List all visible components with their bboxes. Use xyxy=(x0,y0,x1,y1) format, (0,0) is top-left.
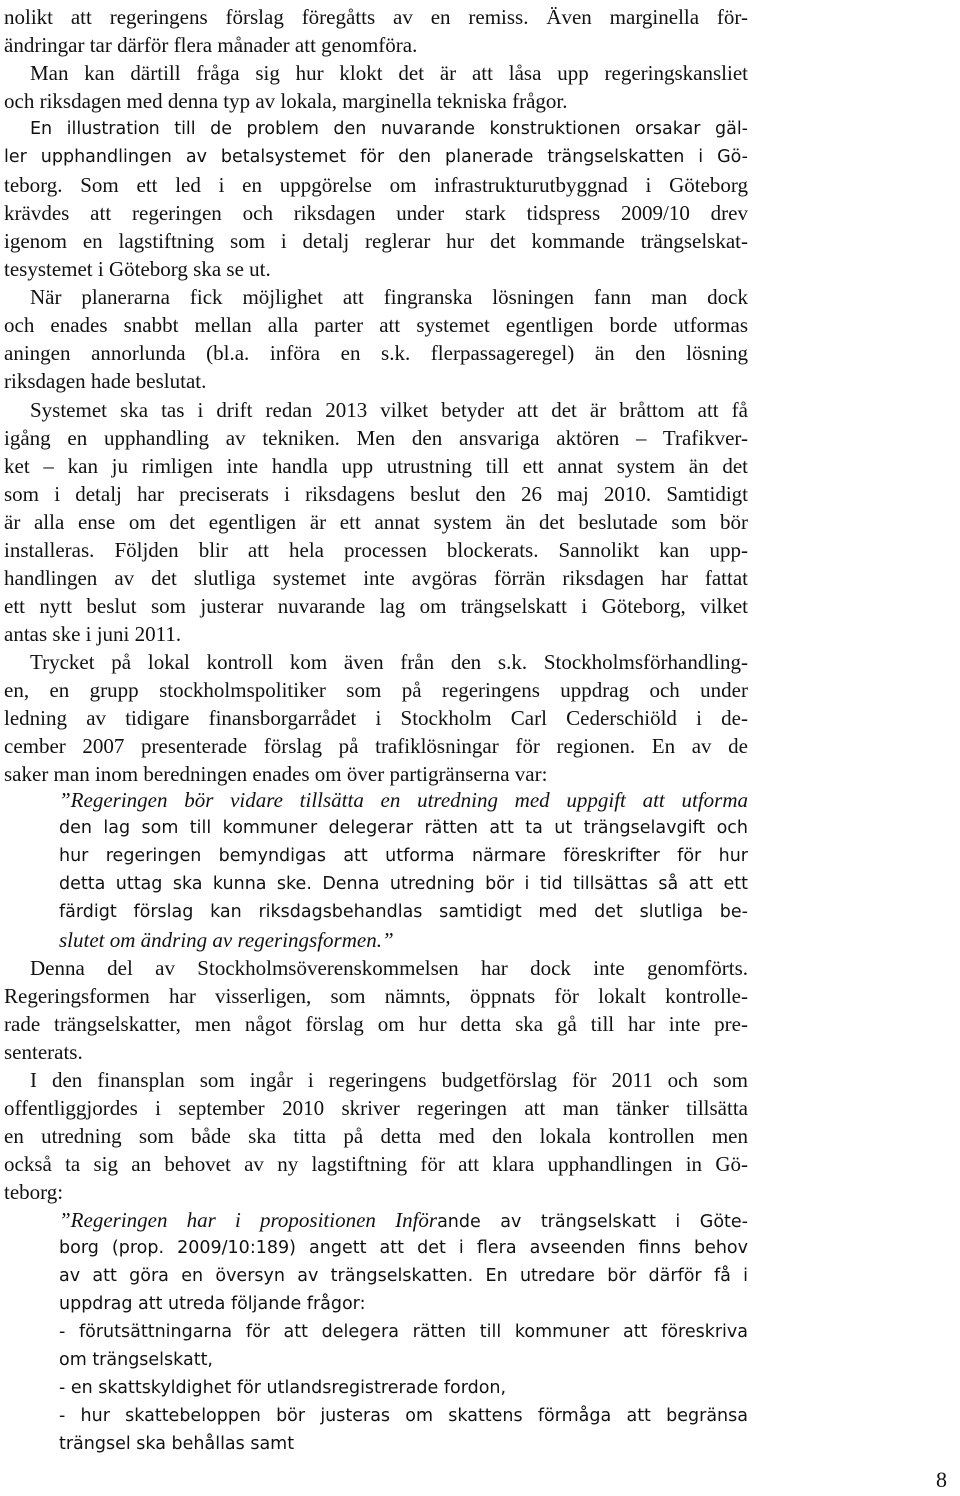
text-line: tesystemet i Göteborg ska se ut. xyxy=(4,257,271,281)
text-line: - hur skattebeloppen bör justeras om skattens förmåga att begränsa xyxy=(59,1406,748,1426)
text-line: och enades snabbt mellan alla parter att systemet egentligen borde utformas xyxy=(4,313,748,337)
text-line: trängsel ska behållas samt xyxy=(59,1434,295,1454)
text-line: cember 2007 presenterade förslag på trafiklösningar för regionen. En av de xyxy=(4,734,748,758)
text-line: Regeringsformen har visserligen, som nämnts, öppnats för lokalt kontrolle- xyxy=(4,984,748,1008)
text-line: ler upphandlingen av betalsystemet för den planerade trängselskatten i Gö- xyxy=(4,147,748,167)
text-line: teborg. Som ett led i en uppgörelse om infrastrukturutbyggnad i Göteborg xyxy=(4,173,748,197)
text-line: Trycket på lokal kontroll kom även från den s.k. Stockholmsförhandling- xyxy=(30,650,748,674)
text-line: rade trängselskatter, men något förslag om hur detta ska gå till har inte pre- xyxy=(4,1012,748,1036)
text-line: igång en upphandling av tekniken. Men den ansvariga aktören – Trafikver- xyxy=(4,426,748,450)
text-line: om trängselskatt, xyxy=(59,1350,213,1370)
text-line: färdigt förslag kan riksdagsbehandlas samtidigt med det slutliga be- xyxy=(59,902,748,922)
text-line: uppdrag att utreda följande frågor: xyxy=(59,1294,366,1314)
text-line: Systemet ska tas i drift redan 2013 vilket betyder att det är bråttom att få xyxy=(30,398,748,422)
text-line: I den finansplan som ingår i regeringens budgetförslag för 2011 och som xyxy=(30,1068,748,1092)
text-line: antas ske i juni 2011. xyxy=(4,622,182,646)
text-line: ledning av tidigare finansborgarrådet i Stockholm Carl Cederschiöld i de- xyxy=(4,706,748,730)
text-line: senterats. xyxy=(4,1040,83,1064)
text-line: ”Regeringen har i propositionen Införande av trängselskatt i Göte- xyxy=(59,1208,748,1232)
text-line: en, en grupp stockholmspolitiker som på regeringens uppdrag och under xyxy=(4,678,748,702)
text-line: slutet om ändring av regeringsformen.” xyxy=(59,928,394,952)
text-line: hur regeringen bemyndigas att utforma närmare föreskrifter för hur xyxy=(59,846,748,866)
text-line: handlingen av det slutliga systemet inte avgöras förrän riksdagen har fattat xyxy=(4,566,748,590)
text-line: Man kan därtill fråga sig hur klokt det är att låsa upp regeringskansliet xyxy=(30,61,748,85)
text-line: En illustration till de problem den nuvarande konstruktionen orsakar gäl- xyxy=(30,119,748,139)
text-line: aningen annorlunda (bl.a. införa en s.k. flerpassageregel) än den lösning xyxy=(4,341,748,365)
text-line: - förutsättningarna för att delegera rätten till kommuner att föreskriva xyxy=(59,1322,748,1342)
text-line: är alla ense om det egentligen är ett annat system än det beslutade som bör xyxy=(4,510,748,534)
text-line: krävdes att regeringen och riksdagen under stark tidspress 2009/10 drev xyxy=(4,201,748,225)
page-number: 8 xyxy=(936,1467,947,1492)
text-line: och riksdagen med denna typ av lokala, marginella tekniska frågor. xyxy=(4,89,568,113)
text-line: installeras. Följden blir att hela processen blockerats. Sannolikt kan upp- xyxy=(4,538,748,562)
text-line: saker man inom beredningen enades om över partigränserna var: xyxy=(4,762,548,786)
text-line: - en skattskyldighet för utlandsregistrerade fordon, xyxy=(59,1378,507,1398)
text-line: detta uttag ska kunna ske. Denna utredning bör i tid tillsättas så att ett xyxy=(59,874,748,894)
text-line: ”Regeringen bör vidare tillsätta en utredning med uppgift att utforma xyxy=(59,788,748,812)
text-line: nolikt att regeringens förslag föregåtts av en remiss. Även marginella för- xyxy=(4,5,748,29)
text-line: en utredning som både ska titta på detta med den lokala kontrollen men xyxy=(4,1124,748,1148)
text-line: igenom en lagstiftning som i detalj reglerar hur det kommande trängselskat- xyxy=(4,229,748,253)
text-line: borg (prop. 2009/10:189) angett att det i flera avseenden finns behov xyxy=(59,1238,748,1258)
text-line: riksdagen hade beslutat. xyxy=(4,369,207,393)
text-line: När planerarna fick möjlighet att fingranska lösningen fann man dock xyxy=(30,285,748,309)
text-line: ett nytt beslut som justerar nuvarande lag om trängselskatt i Göteborg, vilket xyxy=(4,594,748,618)
text-line: Denna del av Stockholmsöverenskommelsen har dock inte genomförts. xyxy=(30,956,748,980)
text-line: ändringar tar därför flera månader att genomföra. xyxy=(4,33,418,57)
text-line: av att göra en översyn av trängselskatten. En utredare bör därför få i xyxy=(59,1266,748,1286)
text-line: teborg: xyxy=(4,1180,64,1204)
text-line: den lag som till kommuner delegerar rätten att ta ut trängselavgift och xyxy=(59,818,748,838)
text-line: offentliggjordes i september 2010 skriver regeringen att man tänker tillsätta xyxy=(4,1096,748,1120)
text-line: som i detalj har preciserats i riksdagens beslut den 26 maj 2010. Samtidigt xyxy=(4,482,748,506)
text-line: också ta sig an behovet av ny lagstiftning för att klara upphandlingen in Gö- xyxy=(4,1152,748,1176)
text-line: ket – kan ju rimligen inte handla upp utrustning till ett annat system än det xyxy=(4,454,748,478)
